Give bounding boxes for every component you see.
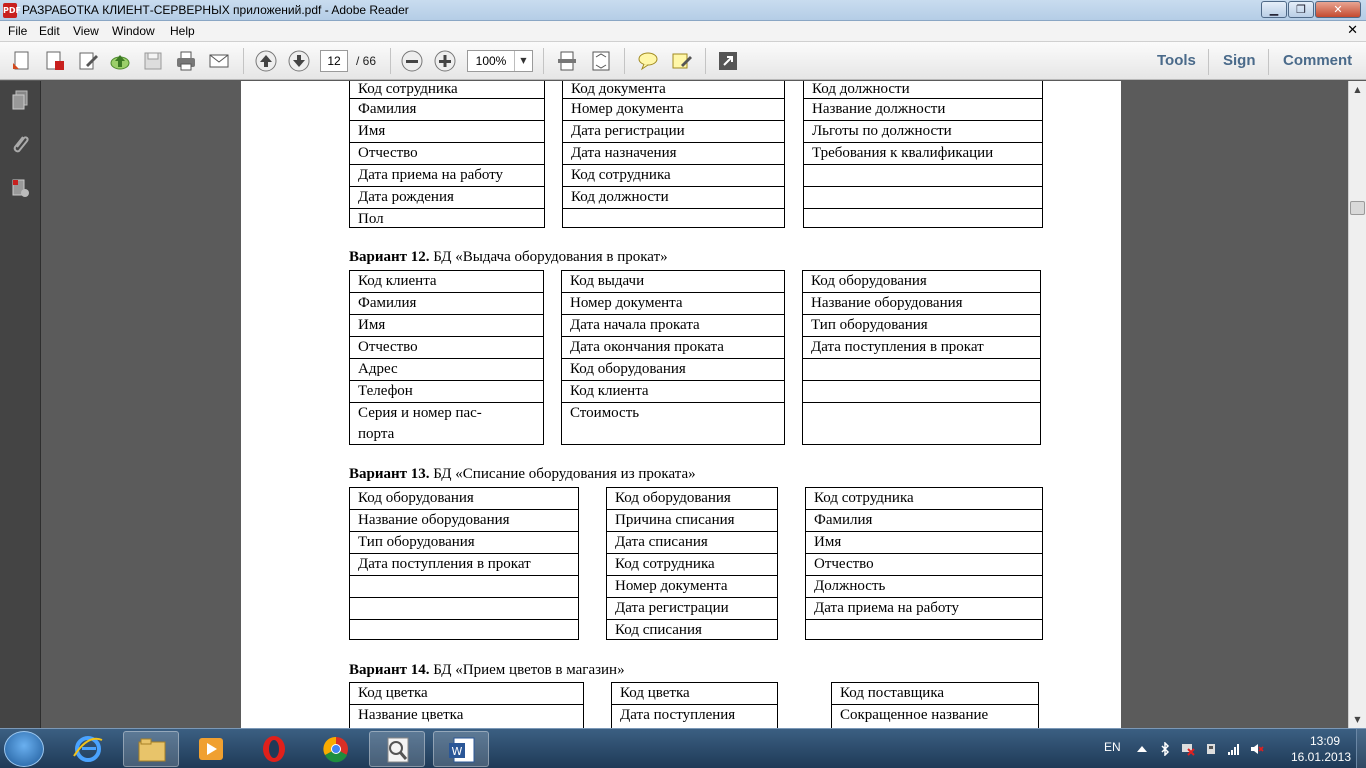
menu-file[interactable]: File xyxy=(8,24,28,38)
scroll-thumb[interactable] xyxy=(1350,201,1365,215)
menu-window[interactable]: Window xyxy=(112,24,155,38)
table-cell: Имя xyxy=(349,120,545,143)
menu-bar xyxy=(0,21,1366,42)
variant-title: БД «Списание оборудования из проката» xyxy=(433,466,696,482)
table-cell: Дата рождения xyxy=(349,186,545,209)
table-cell xyxy=(802,380,1041,403)
table-cell: Причина списания xyxy=(606,509,778,532)
email-icon[interactable] xyxy=(207,49,231,73)
toolbar-separator xyxy=(705,48,706,74)
table-cell: Фамилия xyxy=(349,292,544,315)
table-cell: Номер документа xyxy=(562,98,785,121)
table-cell: Тип оборудования xyxy=(802,314,1041,337)
windows-start-icon[interactable] xyxy=(4,731,44,767)
table-cell: Фамилия xyxy=(349,98,545,121)
table-cell: Код оборудования xyxy=(606,487,778,510)
tab-comment[interactable]: Comment xyxy=(1283,52,1353,69)
table-cell: Название оборудования xyxy=(349,509,579,532)
table-cell: Дата поступления в прокат xyxy=(802,336,1041,359)
table-cell: Требования к квалификации xyxy=(803,142,1043,165)
table-cell: Номер документа xyxy=(561,292,785,315)
signatures-icon[interactable] xyxy=(8,176,32,200)
create-pdf-icon[interactable] xyxy=(10,49,34,73)
variant-heading xyxy=(349,249,668,266)
table-cell: Название цветка xyxy=(349,704,584,728)
table-cell: Код сотрудника xyxy=(606,553,778,576)
table-cell: Код должности xyxy=(803,81,1043,99)
menu-view[interactable]: View xyxy=(73,24,99,38)
scroll-up-icon[interactable]: ▲ xyxy=(1354,85,1361,94)
svg-text:W: W xyxy=(451,745,463,758)
table-cell: Код поставщика xyxy=(831,682,1039,705)
language-indicator[interactable]: EN xyxy=(1104,740,1121,754)
internet-explorer-icon[interactable] xyxy=(60,731,116,767)
table-cell: Дата окончания проката xyxy=(561,336,785,359)
variant-title: БД «Выдача оборудования в прокат» xyxy=(433,249,668,265)
menu-help[interactable]: Help xyxy=(170,24,195,38)
zoom-input[interactable] xyxy=(470,53,512,69)
table-cell: Тип оборудования xyxy=(349,531,579,554)
cloud-upload-icon[interactable] xyxy=(108,49,132,73)
table-cell xyxy=(805,619,1043,640)
zoom-select[interactable] xyxy=(467,50,533,72)
table-cell: Код списания xyxy=(606,619,778,640)
close-document-icon[interactable]: ✕ xyxy=(1347,23,1358,38)
table-cell xyxy=(803,186,1043,209)
toolbar-separator xyxy=(624,48,625,74)
page-total: / 66 xyxy=(356,54,377,68)
table-cell: Фамилия xyxy=(805,509,1043,532)
adobe-reader-taskbar-icon[interactable] xyxy=(369,731,425,767)
table-cell xyxy=(562,208,785,228)
minimize-button[interactable]: ▁ xyxy=(1261,1,1287,18)
table-cell: Льготы по должности xyxy=(803,120,1043,143)
signal-icon[interactable] xyxy=(1227,742,1241,756)
toolbar xyxy=(0,42,1366,80)
table-cell: Код сотрудника xyxy=(805,487,1043,510)
document-view[interactable] xyxy=(41,81,1348,728)
comment-icon[interactable] xyxy=(636,49,660,73)
table-cell: Телефон xyxy=(349,380,544,403)
table-cell: Код сотрудника xyxy=(562,164,785,187)
table-cell: Номер документа xyxy=(606,575,778,598)
system-tray xyxy=(1098,729,1366,768)
media-player-icon[interactable] xyxy=(183,731,239,767)
clock-date[interactable]: 16.01.2013 xyxy=(1290,750,1352,764)
bluetooth-icon[interactable] xyxy=(1158,742,1172,756)
clock-time[interactable]: 13:09 xyxy=(1309,734,1341,748)
usb-device-icon[interactable] xyxy=(1204,742,1218,756)
table-cell xyxy=(349,619,579,640)
title-bar xyxy=(0,0,1366,21)
zoom-out-icon[interactable] xyxy=(400,49,424,73)
table-cell: Дата начала проката xyxy=(561,314,785,337)
zoom-in-icon[interactable] xyxy=(433,49,457,73)
toolbar-separator xyxy=(1208,49,1209,75)
table-cell: Код сотрудника xyxy=(349,81,545,99)
page-number-input[interactable] xyxy=(320,50,348,72)
table-cell xyxy=(803,208,1043,228)
read-mode-icon[interactable] xyxy=(716,49,740,73)
explorer-icon[interactable] xyxy=(123,731,179,767)
opera-icon[interactable] xyxy=(246,731,302,767)
table-cell: Код документа xyxy=(562,81,785,99)
attachment-icon[interactable] xyxy=(8,132,32,156)
window-title: РАЗРАБОТКА КЛИЕНТ-СЕРВЕРНЫХ приложений.pdf - Adobe Reader xyxy=(22,3,409,17)
fit-width-icon[interactable] xyxy=(589,49,613,73)
menu-edit[interactable]: Edit xyxy=(39,24,60,38)
word-icon[interactable] xyxy=(433,731,489,767)
table-cell: Дата приема на работу xyxy=(805,597,1043,620)
vertical-scrollbar[interactable] xyxy=(1348,81,1366,728)
table-cell: Дата назначения xyxy=(562,142,785,165)
scroll-down-icon[interactable]: ▼ xyxy=(1354,715,1361,724)
table-cell: Код цветка xyxy=(349,682,584,705)
chevron-down-icon[interactable]: ▼ xyxy=(514,51,532,71)
previous-page-icon[interactable] xyxy=(254,49,278,73)
table-cell: Название оборудования xyxy=(802,292,1041,315)
table-cell: Код оборудования xyxy=(561,358,785,381)
table-cell xyxy=(802,358,1041,381)
variant-heading xyxy=(349,662,625,679)
table-cell xyxy=(349,575,579,598)
navigation-panel xyxy=(0,81,41,728)
table-cell: Дата регистрации xyxy=(606,597,778,620)
network-error-icon[interactable] xyxy=(1181,742,1195,756)
table-cell xyxy=(802,402,1041,445)
save-icon[interactable] xyxy=(141,49,165,73)
table-cell: Дата поступления xyxy=(611,704,778,728)
tab-tools[interactable]: Tools xyxy=(1157,52,1196,69)
table-cell: Дата регистрации xyxy=(562,120,785,143)
chrome-icon[interactable] xyxy=(308,731,364,767)
taskbar xyxy=(0,728,1366,768)
table-cell: Серия и номер пас-порта xyxy=(349,402,544,445)
variant-title: БД «Прием цветов в магазин» xyxy=(433,662,625,678)
table-cell: Дата приема на работу xyxy=(349,164,545,187)
print-icon[interactable] xyxy=(174,49,198,73)
toolbar-separator xyxy=(390,48,391,74)
edit-pdf-icon[interactable] xyxy=(76,49,100,73)
table-cell: Дата поступления в прокат xyxy=(349,553,579,576)
table-cell: Код оборудования xyxy=(349,487,579,510)
table-cell xyxy=(349,597,579,620)
fit-page-icon[interactable] xyxy=(555,49,579,73)
table-cell: Имя xyxy=(349,314,544,337)
table-cell: Дата списания xyxy=(606,531,778,554)
toolbar-separator xyxy=(243,48,244,74)
tab-sign[interactable]: Sign xyxy=(1223,52,1256,69)
show-hidden-icons-icon[interactable] xyxy=(1135,742,1149,756)
table-cell: Отчество xyxy=(805,553,1043,576)
toolbar-separator xyxy=(543,48,544,74)
maximize-button[interactable]: ❐ xyxy=(1288,1,1314,18)
table-cell: Отчество xyxy=(349,336,544,359)
highlight-icon[interactable] xyxy=(669,49,693,73)
next-page-icon[interactable] xyxy=(287,49,311,73)
page-thumbnails-icon[interactable] xyxy=(8,88,32,112)
table-cell: Пол xyxy=(349,208,545,228)
variant-label: Вариант 12. xyxy=(349,249,430,265)
table-cell: Код клиента xyxy=(349,270,544,293)
table-cell: Код должности xyxy=(562,186,785,209)
table-cell: Стоимость xyxy=(561,402,785,445)
pdf-page xyxy=(241,81,1121,728)
variant-label: Вариант 13. xyxy=(349,466,430,482)
table-cell: Код выдачи xyxy=(561,270,785,293)
toolbar-separator xyxy=(1268,49,1269,75)
table-cell xyxy=(803,164,1043,187)
table-cell: Имя xyxy=(805,531,1043,554)
variant-label: Вариант 14. xyxy=(349,662,430,678)
show-desktop-button[interactable] xyxy=(1356,729,1366,768)
table-cell: Должность xyxy=(805,575,1043,598)
table-cell: Код оборудования xyxy=(802,270,1041,293)
volume-muted-icon[interactable] xyxy=(1250,742,1264,756)
table-cell: Код цветка xyxy=(611,682,778,705)
table-cell: Код клиента xyxy=(561,380,785,403)
adobe-reader-icon: PDF xyxy=(3,3,17,18)
table-cell: Адрес xyxy=(349,358,544,381)
export-pdf-icon[interactable] xyxy=(43,49,67,73)
variant-heading xyxy=(349,466,696,483)
close-button[interactable]: ✕ xyxy=(1315,1,1361,18)
table-cell: Название должности xyxy=(803,98,1043,121)
table-cell: Сокращенное название xyxy=(831,704,1039,728)
table-cell: Отчество xyxy=(349,142,545,165)
